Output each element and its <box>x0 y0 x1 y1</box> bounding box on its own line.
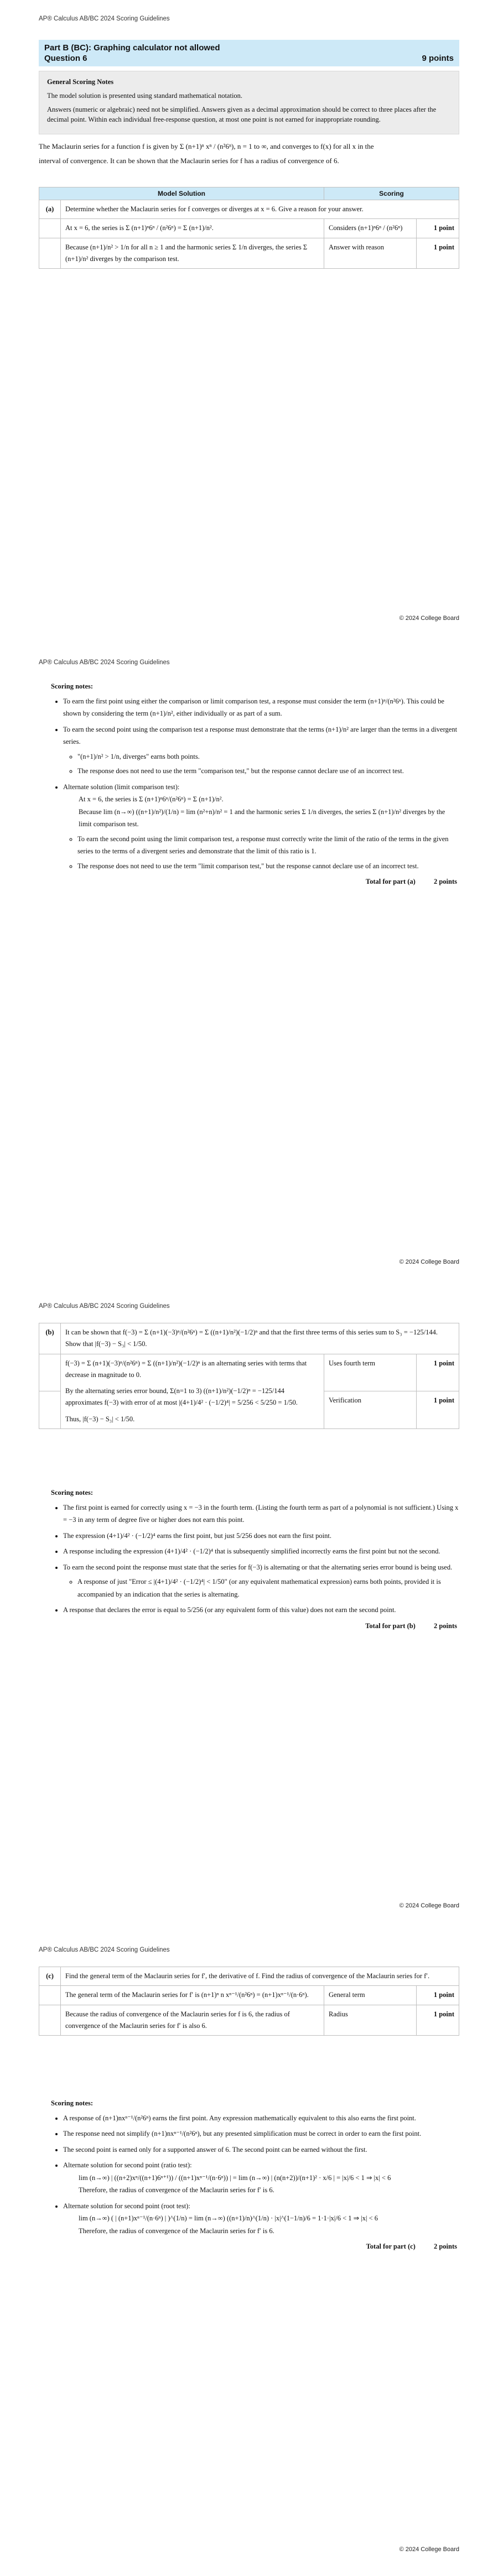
scoring-table-a <box>39 187 459 269</box>
criterion-points: 1 point <box>417 1391 459 1429</box>
part-prompt: Find the general term of the Maclaurin series for f′, the derivative of f. Find the radius of convergence of the Maclaurin series for f′. <box>61 1967 459 1986</box>
scoring-notes-heading: Scoring notes: <box>51 682 94 690</box>
criterion: Considers (n+1)ⁿ6ⁿ / (n²6ⁿ) <box>324 219 417 238</box>
part-label: (c) <box>39 1967 61 1986</box>
criterion: Answer with reason <box>324 238 417 269</box>
part-prompt: It can be shown that f(−3) = Σ (n+1)(−3)ⁿ/(n²6ⁿ) = Σ ((n+1)/n²)(−1/2)ⁿ and that the first three terms of this series sum to S₃ = −125/144. Show that |f(−3) − S₃| < 1/50. <box>61 1323 459 1354</box>
solution-step: Thus, |f(−3) − S₃| < 1/50. <box>65 1415 135 1423</box>
scoring-note: • The second point is earned only for a supported answer of 6. The second point can be earned without the first. <box>63 2144 459 2156</box>
scoring-subnote: ◦ To earn the second point using the limit comparison test, a response must correctly write the limit of the ratio of the terms in the given series to the terms of a divergent series and demonstrate that the limit of this ratio is 1. <box>77 833 459 858</box>
solution-step: By the alternating series error bound, Σ(n=1 to 3) ((n+1)/n²)(−1/2)ⁿ = −125/144 approximates f(−3) with error of at most |(4+1)/4² · (−1/2)⁴| = 5/256 < 5/250 = 1/50. <box>65 1387 298 1407</box>
criterion-points: 1 point <box>417 2005 459 2036</box>
solution-header: Model Solution <box>39 187 324 200</box>
scoring-note: • To earn the second point the response must state that the series for f(−3) is alternating or that the alternating series error bound is being used. ◦ A response of just "Error ≤ |(4+1)/4² · (−1/2)⁴| < 1/50" (or any equivalent mathematical expression) earns both points, provided it is accompanied by an indication that the series is alternating. <box>63 1561 459 1601</box>
solution-step: Because (n+1)/n² > 1/n for all n ≥ 1 and the harmonic series Σ 1/n diverges, the series Σ (n+1)/n² diverges by the comparison test. <box>61 238 324 269</box>
page-3 <box>0 1287 498 1931</box>
alternate-step: Therefore, the radius of convergence of the Maclaurin series for f′ is 6. <box>79 2226 274 2235</box>
page-1 <box>0 0 498 644</box>
page-footer: © 2024 College Board <box>399 1902 459 1909</box>
total-points: 2 points <box>433 878 457 885</box>
scoring-note: • Alternate solution for second point (root test): lim (n→∞) ( | (n+1)xⁿ⁻¹/(n·6ⁿ) | )^(1/n) = lim (n→∞) ((n+1)/n)^(1/n) · |x|^(1−1/n)/6 = 1·1·|x|/6 < 1 ⇒ |x| < 6 Therefore, the radius of convergence of the Maclaurin series for f′ is 6. <box>63 2200 459 2238</box>
alternate-step: Therefore, the radius of convergence of the Maclaurin series for f′ is 6. <box>79 2186 274 2194</box>
alternate-step: At x = 6, the series is Σ (n+1)ⁿ6ⁿ/(n²6ⁿ) = Σ (n+1)/n². <box>79 795 224 803</box>
scoring-subnote: ◦ The response does not need to use the term "comparison test," but the response cannot declare use of an incorrect test. <box>77 765 459 778</box>
part-title: Part B (BC): Graphing calculator not allowed <box>44 43 220 53</box>
running-head: AP® Calculus AB/BC 2024 Scoring Guidelines <box>39 659 170 666</box>
total-label: Total for part (a) <box>365 878 416 885</box>
intro-line: The Maclaurin series for a function f is given by Σ (n+1)ⁿ xⁿ / (n²6ⁿ), n = 1 to ∞, and converges to f(x) for all x in the <box>39 142 374 150</box>
alternate-solution <box>63 2212 459 2237</box>
notes-heading: General Scoring Notes <box>47 78 114 86</box>
solution-step: At x = 6, the series is Σ (n+1)ⁿ6ⁿ / (n²6ⁿ) = Σ (n+1)/n². <box>61 219 324 238</box>
page-2 <box>0 644 498 1287</box>
solution-step: f(−3) = Σ (n+1)(−3)ⁿ/(n²6ⁿ) = Σ ((n+1)/n²)(−1/2)ⁿ is an alternating series with terms that decrease in magnitude to 0. <box>65 1359 307 1379</box>
scoring-notes-heading: Scoring notes: <box>51 2099 94 2107</box>
scoring-note: • The expression (4+1)/4² · (−1/2)⁴ earns the first point, but just 5/256 does not earn the first point. <box>63 1530 459 1542</box>
total-points: 2 points <box>433 1621 457 1630</box>
general-scoring-notes <box>39 71 459 134</box>
criterion: Uses fourth term <box>324 1354 417 1391</box>
question-number: Question 6 <box>44 54 87 63</box>
alternate-step: Because lim (n→∞) ((n+1)/n²)/(1/n) = lim (n²+n)/n² = 1 and the harmonic series Σ 1/n diverges, the series Σ (n+1)/n² diverges by the limit comparison test. <box>79 807 445 828</box>
scoring-note: • The first point is earned for correctly using x = −3 in the fourth term. (Listing the fourth term as part of a polynomial is not sufficient.) Using x = −3 in any term of degree five or higher does not earn this point. <box>63 1501 459 1526</box>
criterion-points: 1 point <box>417 238 459 269</box>
alternate-solution <box>63 793 459 831</box>
scoring-note: • The response need not simplify (n+1)nxⁿ⁻¹/(n²6ⁿ), but any presented simplification must be correct in order to earn the first point. <box>63 2127 459 2140</box>
scoring-subnote: ◦ The response does not need to use the term "limit comparison test," but the response cannot declare use of an incorrect test. <box>77 860 459 873</box>
alternate-step: lim (n→∞) | ((n+2)xⁿ/((n+1)6ⁿ⁺¹)) / ((n+1)xⁿ⁻¹/(n·6ⁿ)) | = lim (n→∞) | (n(n+2))/(n+1)² · x/6 | = |x|/6 < 1 ⇒ |x| < 6 <box>79 2173 391 2182</box>
part-prompt: Determine whether the Maclaurin series for f converges or diverges at x = 6. Give a reason for your answer. <box>61 200 459 219</box>
question-intro <box>39 139 459 168</box>
criterion-points: 1 point <box>417 1986 459 2005</box>
scoring-notes-b <box>51 1487 459 1632</box>
solution-block <box>61 1354 324 1428</box>
notes-paragraph: Answers (numeric or algebraic) need not be simplified. Answers given as a decimal approximation should be correct to three places after the decimal point. Within each individual free-response question, at most one point is not earned for inappropriate rounding. <box>47 105 437 124</box>
scoring-table-c <box>39 1967 459 2036</box>
page-footer: © 2024 College Board <box>399 1259 459 1265</box>
criterion: Radius <box>324 2005 417 2036</box>
part-total <box>51 875 459 888</box>
part-label: (b) <box>39 1323 61 1354</box>
part-total <box>51 2240 459 2253</box>
solution-step: Because the radius of convergence of the Maclaurin series for f is 6, the radius of convergence of the Maclaurin series for f′ is also 6. <box>61 2005 324 2036</box>
scoring-note: • A response that declares the error is equal to 5/256 (or any equivalent form of this value) does not earn the second point. <box>63 1604 459 1616</box>
total-points: 2 points <box>433 2243 457 2250</box>
running-head: AP® Calculus AB/BC 2024 Scoring Guidelines <box>39 15 170 22</box>
criterion: Verification <box>324 1391 417 1429</box>
part-label: (a) <box>39 200 61 219</box>
scoring-subnote: ◦ "(n+1)/n² > 1/n, diverges" earns both points. <box>77 750 459 763</box>
question-banner <box>39 40 459 66</box>
scoring-table-b <box>39 1323 459 1429</box>
scoring-subnote: ◦ A response of just "Error ≤ |(4+1)/4² · (−1/2)⁴| < 1/50" (or any equivalent mathematical expression) earns both points, provided it is accompanied by an indication that the series is alternating. <box>77 1576 459 1600</box>
scoring-note: • A response including the expression (4+1)/4² · (−1/2)⁴ that is subsequently simplified incorrectly earns the first point but not the second. <box>63 1545 459 1558</box>
solution-step: The general term of the Maclaurin series for f′ is (n+1)ⁿ n xⁿ⁻¹/(n²6ⁿ) = (n+1)xⁿ⁻¹/(n·6ⁿ). <box>61 1986 324 2005</box>
scoring-notes-c <box>51 2097 459 2253</box>
criterion: General term <box>324 1986 417 2005</box>
scoring-notes-a <box>51 680 459 888</box>
scoring-notes-heading: Scoring notes: <box>51 1489 94 1496</box>
question-points: 9 points <box>422 54 454 63</box>
total-label: Total for part (b) <box>365 1621 416 1630</box>
criterion-points: 1 point <box>417 219 459 238</box>
alternate-solution <box>63 2172 459 2197</box>
scoring-note: • Alternate solution for second point (ratio test): lim (n→∞) | ((n+2)xⁿ/((n+1)6ⁿ⁺¹)) / ((n+1)xⁿ⁻¹/(n·6ⁿ)) | = lim (n→∞) | (n(n+2))/(n+1)² · x/6 | = |x|/6 < 1 ⇒ |x| < 6 Therefore, the radius of convergence of the Maclaurin series for f′ is 6. <box>63 2159 459 2197</box>
running-head: AP® Calculus AB/BC 2024 Scoring Guidelines <box>39 1303 170 1310</box>
scoring-note: • To earn the first point using either the comparison or limit comparison test, a response must consider the term (n+1)ⁿ/(n²6ⁿ). This could be shown by considering the term (n+1)/n², either individually or as part of a sum. <box>63 695 459 720</box>
part-total <box>51 1620 459 1633</box>
criterion-points: 1 point <box>417 1354 459 1391</box>
scoring-header: Scoring <box>324 187 459 200</box>
scoring-note: • A response of (n+1)nxⁿ⁻¹/(n²6ⁿ) earns the first point. Any expression mathematically equivalent to this also earns the first point. <box>63 2112 459 2125</box>
page-footer: © 2024 College Board <box>399 615 459 622</box>
page-footer: © 2024 College Board <box>399 2546 459 2553</box>
intro-line: interval of convergence. It can be shown that the Maclaurin series for f has a radius of convergence of 6. <box>39 157 339 165</box>
scoring-note: • To earn the second point using the comparison test a response must demonstrate that the terms (n+1)/n² are larger than the terms in a divergent series. ◦ "(n+1)/n² > 1/n, diverges" earns both points. ◦ The response does not need to use the term "comparison test," but the response cannot declare use of an incorrect test. <box>63 723 459 778</box>
total-label: Total for part (c) <box>366 2243 416 2250</box>
page-4 <box>0 1931 498 2575</box>
notes-paragraph: The model solution is presented using standard mathematical notation. <box>47 91 243 100</box>
scoring-note: • Alternate solution (limit comparison test): At x = 6, the series is Σ (n+1)ⁿ6ⁿ/(n²6ⁿ) = Σ (n+1)/n². Because lim (n→∞) ((n+1)/n²)/(1/n) = lim (n²+n)/n² = 1 and the harmonic series Σ 1/n diverges, the series Σ (n+1)/n² diverges by the limit comparison test. ◦ To earn the second point using the limit comparison test, a response must correctly write the limit of the ratio of the terms in the given series to the terms of a divergent series and demonstrate that the limit of this ratio is 1. ◦ The response does not need to use the term "limit comparison test," but the response cannot declare use of an incorrect test. <box>63 781 459 873</box>
running-head: AP® Calculus AB/BC 2024 Scoring Guidelines <box>39 1947 170 1953</box>
alternate-step: lim (n→∞) ( | (n+1)xⁿ⁻¹/(n·6ⁿ) | )^(1/n) = lim (n→∞) ((n+1)/n)^(1/n) · |x|^(1−1/n)/6 = 1·1·|x|/6 < 1 ⇒ |x| < 6 <box>79 2214 378 2222</box>
